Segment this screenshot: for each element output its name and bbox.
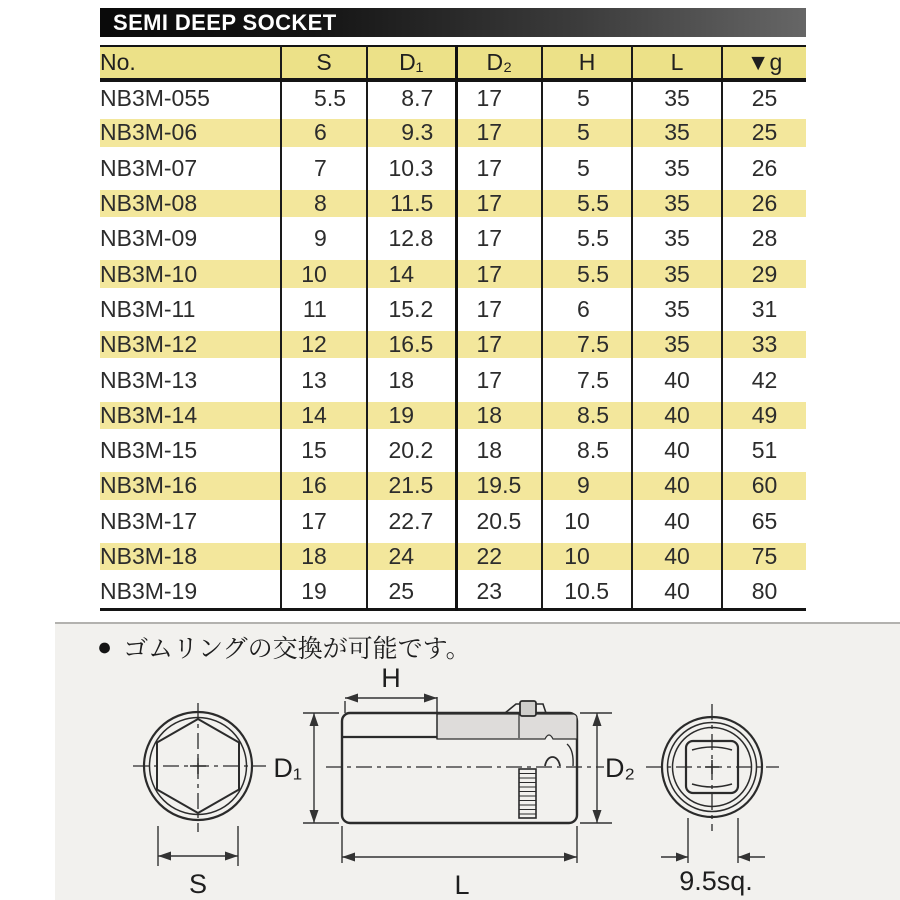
dim-label-l: L xyxy=(454,870,470,900)
cell-d1: 20.2 xyxy=(367,433,456,468)
cell-h: 8.5 xyxy=(542,433,632,468)
cell-product-no: NB3M-13 xyxy=(100,366,198,393)
cell-h: 5.5 xyxy=(542,186,632,221)
cell-g: 80 xyxy=(722,574,806,609)
table-row xyxy=(100,292,806,327)
cell-h: 5 xyxy=(542,115,632,150)
cell-l: 35 xyxy=(632,256,722,291)
cell-product-no: NB3M-15 xyxy=(100,437,198,464)
table-header-row xyxy=(100,46,806,80)
dimension-diagram xyxy=(100,655,806,900)
socket-side-view xyxy=(273,663,635,900)
cell-s: 9 xyxy=(281,221,367,256)
cell-s: 18 xyxy=(281,539,367,574)
column-header-g: ▼g xyxy=(722,46,806,80)
cell-g: 31 xyxy=(722,292,806,327)
cell-d2: 22 xyxy=(456,539,542,574)
cell-h: 8.5 xyxy=(542,398,632,433)
cell-h: 5 xyxy=(542,80,632,115)
cell-s: 12 xyxy=(281,327,367,362)
cell-g: 26 xyxy=(722,186,806,221)
cell-d2: 18 xyxy=(456,398,542,433)
cell-g: 26 xyxy=(722,151,806,186)
cell-l: 35 xyxy=(632,221,722,256)
cell-g: 28 xyxy=(722,221,806,256)
column-header-s: S xyxy=(281,46,367,80)
cell-g: 49 xyxy=(722,398,806,433)
cell-l: 35 xyxy=(632,327,722,362)
table-row xyxy=(100,504,806,539)
cell-s: 8 xyxy=(281,186,367,221)
cell-product-no: NB3M-055 xyxy=(100,85,210,112)
section-cutaway xyxy=(437,714,577,739)
cell-s: 15 xyxy=(281,433,367,468)
dim-label-square-drive: 9.5sq. xyxy=(679,866,753,896)
cell-l: 40 xyxy=(632,504,722,539)
cell-l: 40 xyxy=(632,539,722,574)
cell-d2: 20.5 xyxy=(456,504,542,539)
cell-d1: 18 xyxy=(367,362,456,397)
cell-product-no: NB3M-07 xyxy=(100,154,198,181)
cell-h: 5.5 xyxy=(542,221,632,256)
cell-product-no: NB3M-12 xyxy=(100,327,281,362)
cell-d1: 21.5 xyxy=(367,468,456,503)
cell-g: 25 xyxy=(722,80,806,115)
cell-product-no: NB3M-06 xyxy=(100,115,281,150)
cell-product-no: NB3M-10 xyxy=(100,256,281,291)
cell-d2: 17 xyxy=(456,292,542,327)
cell-d1: 14 xyxy=(367,256,456,291)
cell-d2: 17 xyxy=(456,221,542,256)
dim-label-h: H xyxy=(381,663,401,693)
cell-d1: 12.8 xyxy=(367,221,456,256)
cell-h: 7.5 xyxy=(542,362,632,397)
cell-d2: 19.5 xyxy=(456,468,542,503)
cell-g: 33 xyxy=(722,327,806,362)
cell-g: 29 xyxy=(722,256,806,291)
cell-h: 6 xyxy=(542,292,632,327)
cell-d1: 25 xyxy=(367,574,456,609)
cell-d2: 17 xyxy=(456,80,542,115)
cell-h: 9 xyxy=(542,468,632,503)
cell-l: 35 xyxy=(632,80,722,115)
table-row xyxy=(100,327,806,362)
cell-d1: 24 xyxy=(367,539,456,574)
cell-s: 6 xyxy=(281,115,367,150)
dim-label-d2: D₂ xyxy=(605,753,635,783)
cell-h: 10 xyxy=(542,539,632,574)
detent-pin xyxy=(520,701,536,716)
dim-label-d1: D₁ xyxy=(273,753,302,783)
column-header-d2: D₂ xyxy=(456,46,542,80)
cell-l: 40 xyxy=(632,574,722,609)
table-row xyxy=(100,468,806,503)
table-row xyxy=(100,362,806,397)
cell-d1: 11.5 xyxy=(367,186,456,221)
cell-h: 5.5 xyxy=(542,256,632,291)
cell-d2: 17 xyxy=(456,186,542,221)
cell-g: 65 xyxy=(722,504,806,539)
cell-d1: 9.3 xyxy=(367,115,456,150)
column-header-h: H xyxy=(542,46,632,80)
cell-d1: 19 xyxy=(367,398,456,433)
knurl-band xyxy=(519,769,536,818)
cell-l: 35 xyxy=(632,151,722,186)
dim-label-s: S xyxy=(188,869,208,899)
cell-d1: 10.3 xyxy=(367,151,456,186)
table-row xyxy=(100,115,806,150)
cell-product-no: NB3M-19 xyxy=(100,577,198,604)
cell-g: 42 xyxy=(722,362,806,397)
section-title-bar xyxy=(100,8,806,37)
cell-product-no: NB3M-16 xyxy=(100,468,281,503)
cell-s: 16 xyxy=(281,468,367,503)
note-text: ゴムリングの交換が可能です。 xyxy=(123,635,471,663)
cell-d2: 17 xyxy=(456,327,542,362)
table-row xyxy=(100,186,806,221)
table-row xyxy=(100,398,806,433)
cell-d1: 16.5 xyxy=(367,327,456,362)
cell-s: 13 xyxy=(281,362,367,397)
cell-d1: 8.7 xyxy=(367,80,456,115)
cell-d2: 17 xyxy=(456,115,542,150)
table-row xyxy=(100,221,806,256)
bullet-icon: ● xyxy=(97,632,113,661)
cell-g: 25 xyxy=(722,115,806,150)
cell-l: 35 xyxy=(632,115,722,150)
cell-s: 11 xyxy=(281,292,367,327)
hex-end-view xyxy=(133,703,266,899)
cell-h: 7.5 xyxy=(542,327,632,362)
cell-h: 10 xyxy=(542,504,632,539)
cell-d1: 15.2 xyxy=(367,292,456,327)
cell-product-no: NB3M-14 xyxy=(100,398,281,433)
cell-s: 10 xyxy=(281,256,367,291)
rubber-ring xyxy=(545,757,560,766)
column-header-no: No. xyxy=(100,46,281,80)
spec-table xyxy=(100,45,806,611)
table-row xyxy=(100,539,806,574)
table-row xyxy=(100,151,806,186)
cell-product-no: NB3M-18 xyxy=(100,539,281,574)
table-row xyxy=(100,80,806,115)
cell-s: 17 xyxy=(281,504,367,539)
cell-d2: 17 xyxy=(456,256,542,291)
section-title: SEMI DEEP SOCKET xyxy=(113,10,337,35)
cell-d2: 18 xyxy=(456,433,542,468)
cell-h: 10.5 xyxy=(542,574,632,609)
cell-d2: 17 xyxy=(456,151,542,186)
cell-g: 75 xyxy=(722,539,806,574)
drive-end-view xyxy=(646,704,779,896)
table-body xyxy=(100,80,806,609)
cell-d1: 22.7 xyxy=(367,504,456,539)
cell-g: 60 xyxy=(722,468,806,503)
column-header-l: L xyxy=(632,46,722,80)
table-row xyxy=(100,574,806,609)
table-row xyxy=(100,433,806,468)
cell-l: 40 xyxy=(632,468,722,503)
cell-product-no: NB3M-11 xyxy=(100,295,196,322)
cell-product-no: NB3M-09 xyxy=(100,225,198,252)
cell-s: 19 xyxy=(281,574,367,609)
table-row xyxy=(100,256,806,291)
cell-d2: 23 xyxy=(456,574,542,609)
cell-s: 5.5 xyxy=(281,80,367,115)
column-header-d1: D₁ xyxy=(367,46,456,80)
cell-l: 40 xyxy=(632,362,722,397)
cell-product-no: NB3M-17 xyxy=(100,507,198,534)
cell-s: 14 xyxy=(281,398,367,433)
cell-product-no: NB3M-08 xyxy=(100,186,281,221)
cell-h: 5 xyxy=(542,151,632,186)
cell-l: 35 xyxy=(632,186,722,221)
cell-l: 35 xyxy=(632,292,722,327)
cell-d2: 17 xyxy=(456,362,542,397)
cell-l: 40 xyxy=(632,433,722,468)
cell-g: 51 xyxy=(722,433,806,468)
cell-l: 40 xyxy=(632,398,722,433)
cell-s: 7 xyxy=(281,151,367,186)
